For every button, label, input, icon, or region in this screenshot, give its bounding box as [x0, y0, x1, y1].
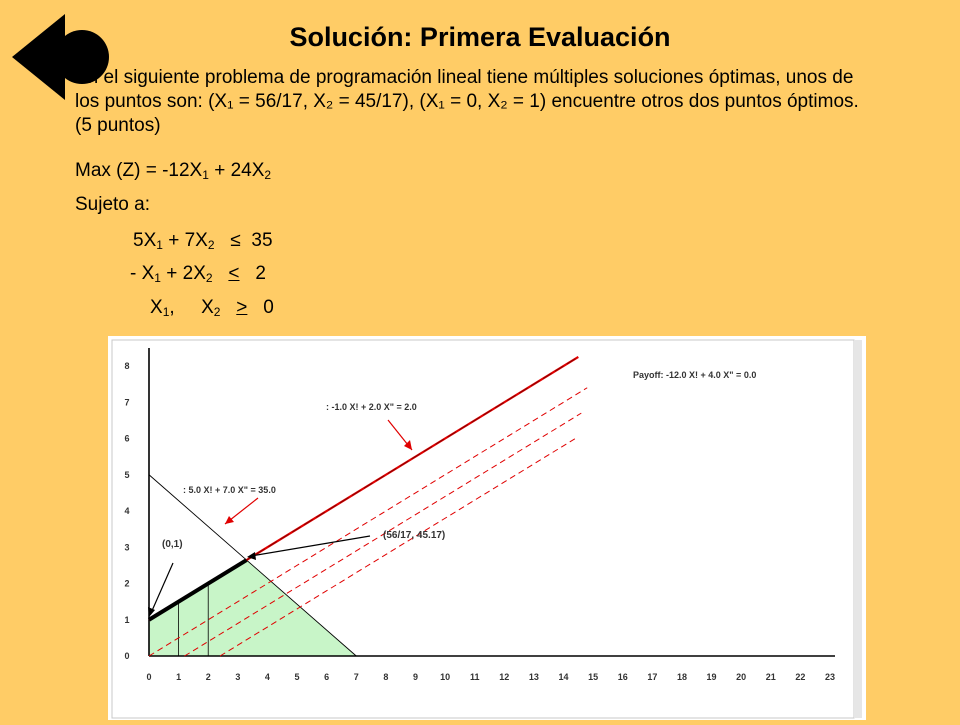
x-tick-label: 8	[383, 672, 389, 682]
constraint-1-label: : 5.0 X! + 7.0 X" = 35.0	[183, 485, 276, 495]
y-tick-label: 4	[124, 506, 130, 516]
x-tick-label: 0	[146, 672, 152, 682]
y-tick-label: 6	[124, 433, 130, 444]
constraint-2: - $X_1 + 2X_2$ < 2	[130, 263, 266, 285]
x-tick-label: 12	[499, 672, 510, 682]
graph-panel	[108, 336, 866, 720]
x-tick-label: 16	[617, 672, 628, 682]
y-tick-label: 2	[124, 578, 130, 589]
x-tick-label: 22	[795, 672, 806, 682]
y-tick-label: 1	[124, 614, 130, 625]
x-tick-label: 11	[469, 672, 480, 682]
payoff-label: Payoff: -12.0 X! + 4.0 X" = 0.0	[633, 370, 757, 380]
y-tick-label: 3	[124, 542, 130, 553]
constraint-1: $5X_1 + 7X_2$ ≤ 35	[133, 230, 273, 252]
non-negativity: $X_1$, $X_2$ > 0	[150, 297, 274, 319]
y-tick-label: 7	[124, 397, 130, 408]
x-tick-label: 20	[736, 672, 747, 682]
x-tick-label: 15	[588, 672, 599, 682]
x-tick-label: 18	[676, 672, 687, 682]
x-tick-label: 5	[294, 672, 300, 682]
x-tick-label: 1	[176, 672, 182, 682]
x-tick-label: 2	[205, 672, 211, 682]
list-bullet: 1	[46, 66, 57, 87]
x-tick-label: 10	[440, 672, 451, 682]
subject-to-label: Sujeto a:	[75, 194, 150, 215]
lp-graph	[108, 336, 866, 720]
page-title: Solución: Primera Evaluación	[289, 22, 671, 52]
x-tick-label: 4	[264, 672, 270, 682]
point-label-a: (0,1)	[162, 539, 183, 550]
x-tick-label: 19	[706, 672, 717, 682]
x-tick-label: 13	[528, 672, 539, 682]
point-label-b: (56/17, 45.17)	[383, 530, 446, 541]
x-tick-label: 14	[558, 672, 569, 682]
x-tick-label: 23	[824, 672, 836, 682]
x-tick-label: 17	[647, 672, 658, 682]
objective-function: Max $(Z) = -12X_1 + 24X_2$	[75, 160, 272, 182]
x-tick-label: 9	[412, 672, 418, 682]
y-tick-label: 8	[124, 361, 130, 371]
x-tick-label: 3	[235, 672, 241, 682]
y-tick-label: 5	[124, 469, 130, 480]
x-tick-label: 21	[765, 672, 776, 682]
y-tick-label: 0	[124, 651, 130, 661]
x-tick-label: 6	[324, 672, 330, 682]
problem-statement: En el siguiente problema de programación lineal tiene múltiples soluciones óptimas, unos de los puntos son: (X₁ = 56/17, X₂ = 45/17), (X₁ = 0, X₂ = 1) encuentre otros dos puntos óptimos. (5 puntos)	[75, 67, 859, 136]
x-tick-label: 7	[353, 672, 359, 682]
constraint-2-label: : -1.0 X! + 2.0 X" = 2.0	[326, 402, 417, 412]
